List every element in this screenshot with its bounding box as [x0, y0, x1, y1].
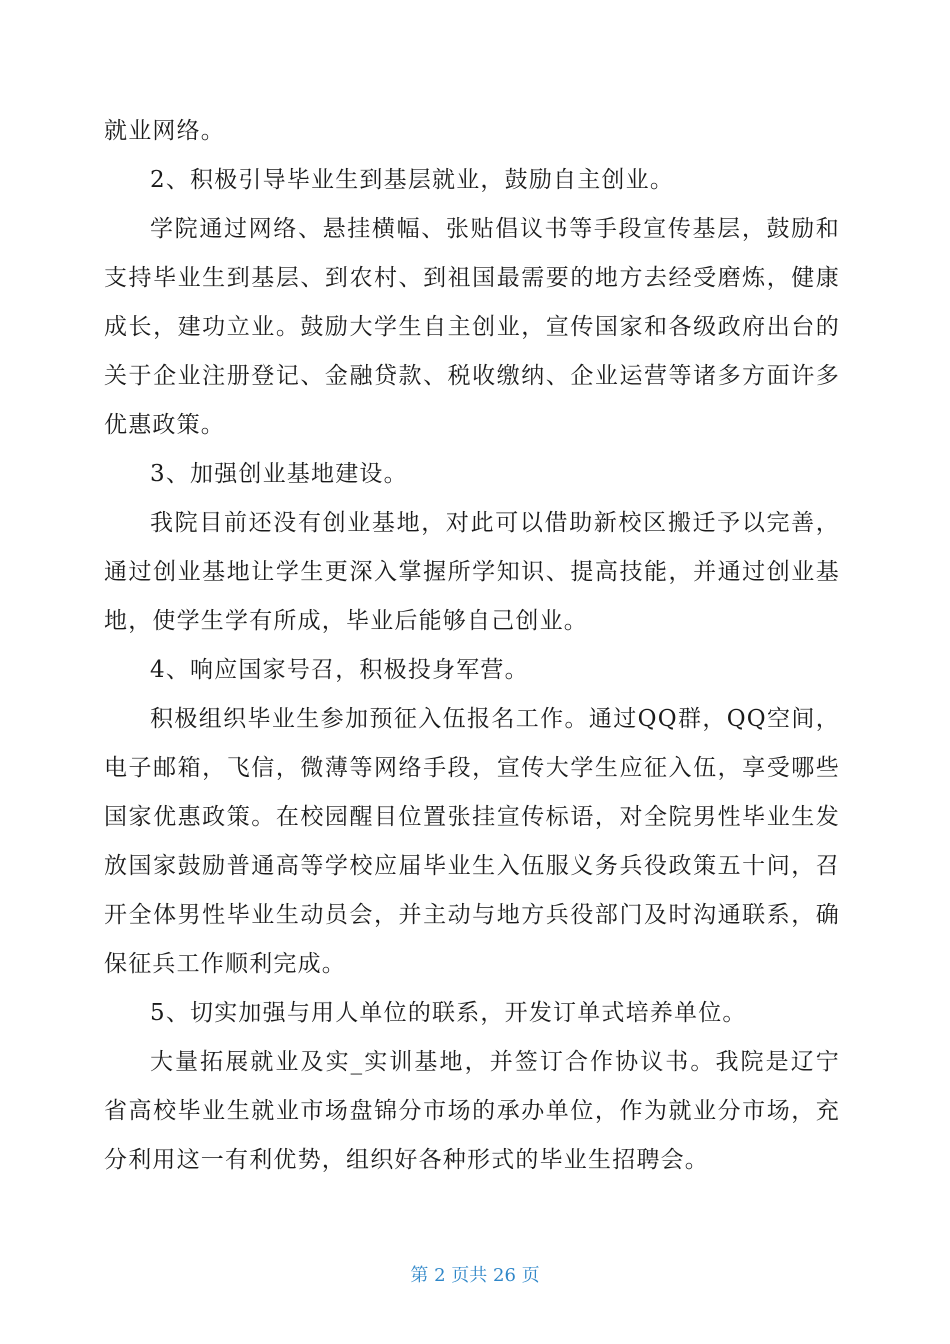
- paragraph-employers: 大量拓展就业及实_实训基地，并签订合作协议书。我院是辽宁省高校毕业生就业市场盘锦分市场的承办单位，作为就业分市场，充分利用这一有利优势，组织好各种形式的毕业生招聘会。: [104, 1049, 840, 1173]
- paragraph-grassroots: 学院通过网络、悬挂横幅、张贴倡议书等手段宣传基层，鼓励和支持毕业生到基层、到农村、到祖国最需要的地方去经受磨炼，健康成长，建功立业。鼓励大学生自主创业，宣传国家和各级政府出台的关于企业注册登记、金融贷款、税收缴纳、企业运营等诸多方面许多优惠政策。: [104, 216, 840, 438]
- paragraph-continuation: 就业网络。: [104, 118, 225, 144]
- paragraph-military: 积极组织毕业生参加预征入伍报名工作。通过QQ群，QQ空间，电子邮箱，飞信，微薄等网络手段，宣传大学生应征入伍，享受哪些国家优惠政策。在校园醒目位置张挂宣传标语，对全院男性毕业生发放国家鼓励普通高等学校应届毕业生入伍服义务兵役政策五十问，召开全体男性毕业生动员会，并主动与地方兵役部门及时沟通联系，确保征兵工作顺利完成。: [104, 706, 840, 977]
- heading-item-5: 5、切实加强与用人单位的联系，开发订单式培养单位。: [150, 1000, 747, 1026]
- heading-item-4: 4、响应国家号召，积极投身军营。: [150, 657, 529, 683]
- heading-item-2: 2、积极引导毕业生到基层就业，鼓励自主创业。: [150, 167, 675, 193]
- document-body: [104, 107, 840, 1185]
- heading-item-3: 3、加强创业基地建设。: [150, 461, 408, 487]
- paragraph-startup-base: 我院目前还没有创业基地，对此可以借助新校区搬迁予以完善，通过创业基地让学生更深入掌握所学知识、提高技能，并通过创业基地，使学生学有所成，毕业后能够自己创业。: [104, 510, 840, 634]
- page-number-footer: 第 2 页共 26 页: [410, 1265, 540, 1286]
